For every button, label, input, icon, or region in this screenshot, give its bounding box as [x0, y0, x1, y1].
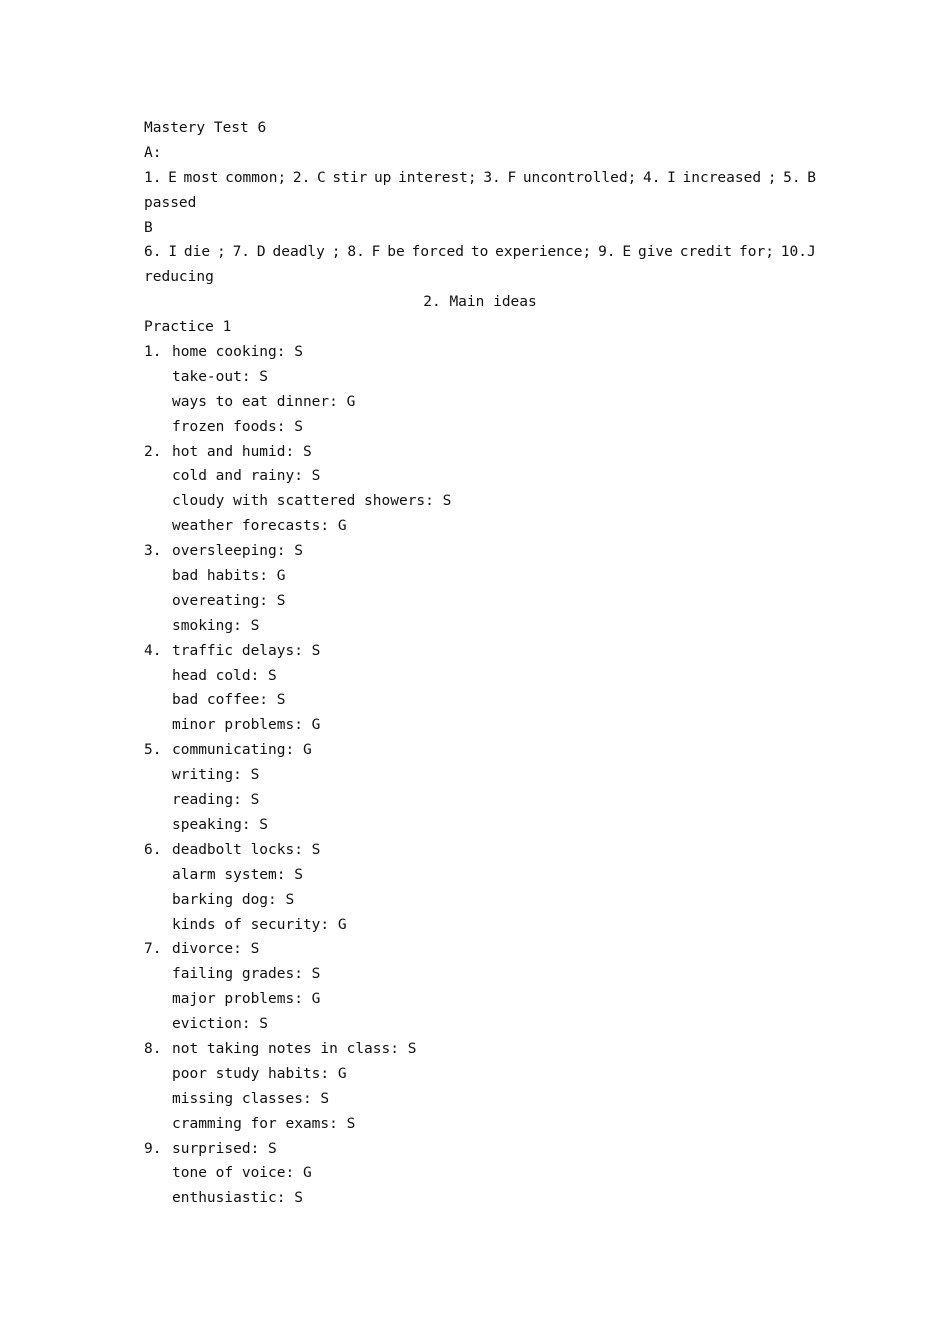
section-heading: 2. Main ideas [423, 294, 537, 311]
section-a-word: C [316, 169, 326, 186]
section-a-word: interest; [398, 169, 477, 186]
section-b-word: forced [411, 244, 464, 261]
practice-item-line: kinds of security: G [172, 916, 347, 933]
practice-item-number: 8. [144, 1040, 162, 1057]
practice-item-line: take-out: S [172, 368, 269, 385]
practice-item-line: hot and humid: S [172, 443, 312, 460]
section-a-word: F [507, 169, 517, 186]
practice-item-line: ways to eat dinner: G [172, 393, 356, 410]
section-b-word: D [256, 244, 266, 261]
section-b-word: give [637, 244, 673, 261]
section-a-word: 2. [292, 169, 311, 186]
section-a-word: 5. [783, 169, 801, 186]
practice-item-line: minor problems: G [172, 717, 321, 734]
section-a-word: common; [225, 169, 287, 186]
practice-item-line: eviction: S [172, 1016, 269, 1033]
section-a-word: B [807, 169, 816, 186]
practice-item [144, 838, 816, 938]
practice-item-line: deadbolt locks: S [172, 841, 321, 858]
practice-item-first-line [144, 738, 816, 763]
practice-item-first-line [144, 937, 816, 962]
practice-item-line: home cooking: S [172, 344, 303, 361]
practice-item-line: tone of voice: G [172, 1165, 312, 1182]
section-b-word: 9. [598, 244, 616, 261]
practice-item-number: 1. [144, 344, 162, 361]
practice-item-line: major problems: G [172, 991, 321, 1008]
section-b-answers-continued: reducing [144, 269, 214, 286]
section-b-answers-line [144, 240, 816, 265]
section-a-word: increased [682, 169, 762, 186]
practice-items-list [144, 340, 816, 1211]
section-a-answers-line [144, 166, 816, 191]
practice-item-number: 2. [144, 443, 162, 460]
practice-item-number: 6. [144, 841, 162, 858]
practice-item [144, 738, 816, 838]
practice-item [144, 539, 816, 639]
section-b-word: E [622, 244, 632, 261]
practice-item-number: 9. [144, 1140, 162, 1157]
section-a-answers-continued: passed [144, 194, 197, 211]
practice-item-line: not taking notes in class: S [172, 1040, 417, 1057]
section-a-word: 4. [642, 169, 661, 186]
practice-item-first-line [144, 539, 816, 564]
section-a-word: uncontrolled; [522, 169, 637, 186]
practice-item [144, 440, 816, 540]
practice-item-line: oversleeping: S [172, 543, 303, 560]
section-b-label: B [144, 219, 153, 236]
section-a-word: 3. [483, 169, 501, 186]
practice-item-line: communicating: G [172, 742, 312, 759]
practice-item-line: overeating: S [172, 592, 286, 609]
practice-item-line: enthusiastic: S [172, 1190, 303, 1207]
practice-item-first-line [144, 1137, 816, 1162]
section-b-word: die [183, 244, 211, 261]
section-b-word: 10.J [780, 244, 816, 261]
practice-item-line: weather forecasts: G [172, 518, 347, 535]
practice-item-line: missing classes: S [172, 1090, 330, 1107]
practice-item-number: 5. [144, 742, 162, 759]
practice-item [144, 937, 816, 1037]
section-b-word: ; [331, 244, 341, 261]
practice-item-line: divorce: S [172, 941, 260, 958]
section-b-word: ; [216, 244, 226, 261]
section-a-word: stir [332, 169, 368, 186]
section-b-word: experience; [495, 244, 592, 261]
section-a-word: most [183, 169, 219, 186]
practice-item-line: alarm system: S [172, 866, 303, 883]
practice-item-line: traffic delays: S [172, 642, 321, 659]
practice-item [144, 1137, 816, 1212]
practice-item-line: head cold: S [172, 667, 277, 684]
practice-item [144, 639, 816, 739]
section-b-word: F [371, 244, 381, 261]
practice-item [144, 340, 816, 440]
practice-item-line: writing: S [172, 767, 260, 784]
practice-item-number: 7. [144, 941, 162, 958]
practice-item-first-line [144, 639, 816, 664]
practice-item-line: bad coffee: S [172, 692, 286, 709]
document-page [144, 116, 816, 1211]
practice-item-line: cloudy with scattered showers: S [172, 493, 452, 510]
practice-item-line: smoking: S [172, 617, 260, 634]
mastery-test-title: Mastery Test 6 [144, 120, 267, 136]
practice-item-line: frozen foods: S [172, 418, 303, 435]
practice-item-first-line [144, 340, 816, 365]
section-b-word: for; [739, 244, 774, 261]
section-b-word: I [168, 244, 178, 261]
section-b-word: 7. [232, 244, 251, 261]
section-a-word: I [667, 169, 676, 186]
practice-item [144, 1037, 816, 1137]
practice-item-first-line [144, 1037, 816, 1062]
practice-item-line: surprised: S [172, 1140, 277, 1157]
practice-item-number: 4. [144, 642, 162, 659]
practice-item-first-line [144, 440, 816, 465]
section-b-word: 8. [347, 244, 365, 261]
section-a-word: up [373, 169, 392, 186]
practice-title: Practice 1 [144, 319, 232, 336]
section-b-word: 6. [144, 244, 162, 261]
section-b-word: be [387, 244, 405, 261]
practice-item-first-line [144, 838, 816, 863]
practice-item-line: failing grades: S [172, 966, 321, 983]
section-a-word: E [168, 169, 177, 186]
section-a-word: 1. [144, 169, 162, 186]
practice-item-line: cold and rainy: S [172, 468, 321, 485]
practice-item-line: poor study habits: G [172, 1065, 347, 1082]
practice-item-line: reading: S [172, 792, 260, 809]
section-a-word: ; [767, 169, 777, 186]
section-a-label: A: [144, 144, 162, 161]
section-b-word: to [470, 244, 489, 261]
practice-item-number: 3. [144, 543, 162, 560]
section-b-word: deadly [272, 244, 325, 261]
practice-item-line: bad habits: G [172, 568, 286, 585]
practice-item-line: speaking: S [172, 816, 269, 833]
section-b-word: credit [679, 244, 733, 261]
practice-item-line: barking dog: S [172, 891, 295, 908]
practice-item-line: cramming for exams: S [172, 1115, 356, 1132]
